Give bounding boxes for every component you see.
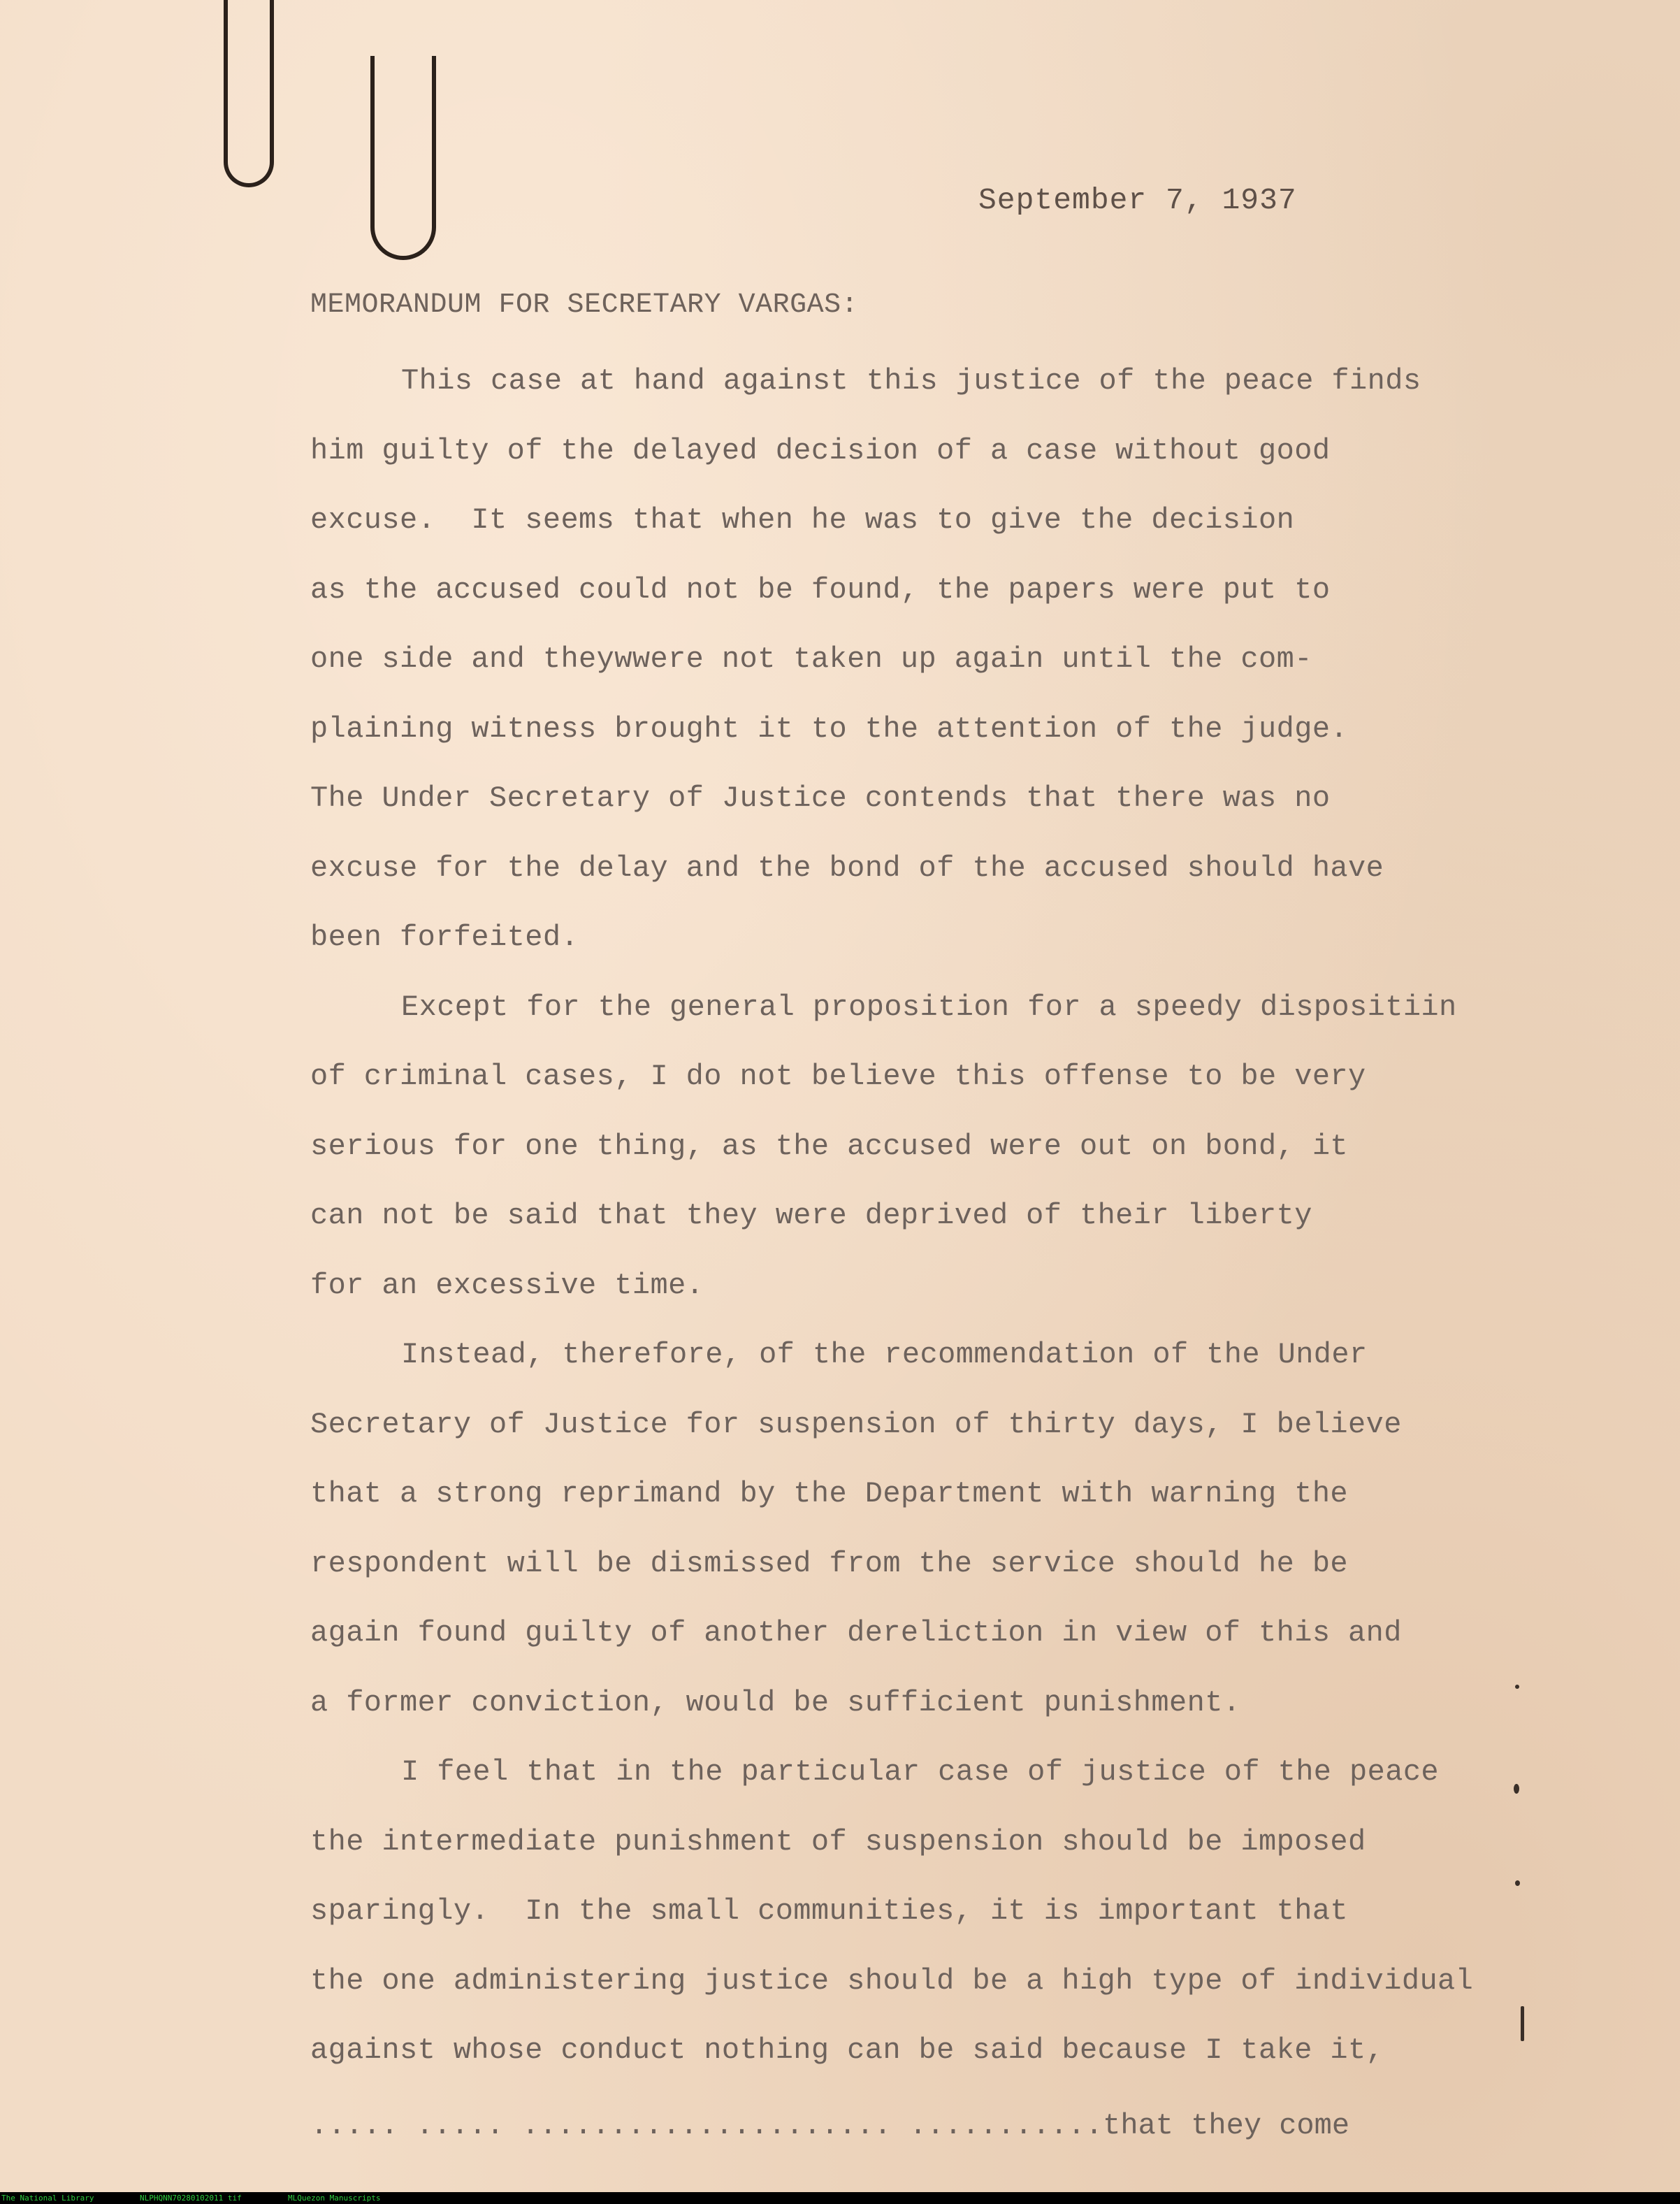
paragraph-2 — [310, 981, 1498, 1330]
text-line: The Under Secretary of Justice contends that there was no — [310, 782, 1331, 815]
text-line: sparingly. In the small communities, it is important that — [310, 1894, 1349, 1928]
text-line: the one administering justice should be a high type of individual — [310, 1964, 1474, 1998]
text-line: of criminal cases, I do not believe this offense to be very — [310, 1060, 1366, 1093]
text-line: excuse for the delay and the bond of the accused should have — [310, 851, 1384, 885]
text-line: excuse. It seems that when he was to give the decision — [310, 503, 1295, 537]
text-line: against whose conduct nothing can be said because I take it, — [310, 2033, 1384, 2067]
text-line: again found guilty of another dereliction in view of this and — [310, 1616, 1402, 1650]
text-line: Except for the general proposition for a speedy dispositiin — [401, 990, 1457, 1024]
text-line: Secretary of Justice for suspension of thirty days, I believe — [310, 1407, 1402, 1441]
footer-collection: MLQuezon Manuscripts — [288, 2194, 381, 2203]
text-line: the intermediate punishment of suspension should be imposed — [310, 1824, 1366, 1859]
text-line: serious for one thing, as the accused were out on bond, it — [310, 1129, 1349, 1163]
paragraph-3 — [310, 1329, 1498, 1746]
archive-footer — [0, 2192, 1680, 2204]
footer-library: The National Library — [1, 2194, 94, 2203]
text-line: been forfeited. — [310, 921, 579, 954]
text-line: This case at hand against this justice of the peace finds — [401, 364, 1421, 398]
ink-speck — [1521, 2006, 1524, 2041]
text-line: plaining witness brought it to the attention of the judge. — [310, 712, 1349, 746]
ink-speck — [1515, 1880, 1520, 1886]
paragraph-4 — [310, 1746, 1498, 2094]
memo-body — [310, 355, 1498, 2094]
text-line: that a strong reprimand by the Department with warning the — [310, 1477, 1349, 1511]
paragraph-1 — [310, 355, 1498, 981]
text-line: a former conviction, would be sufficient punishment. — [310, 1685, 1241, 1720]
ink-speck — [1515, 1685, 1519, 1689]
footer-file: NLPHQNN70280102011 tif — [140, 2194, 242, 2203]
paper-clip-mark-left — [224, 0, 274, 187]
text-line: Instead, therefore, of the recommendation of the Under — [401, 1338, 1368, 1371]
memo-heading: MEMORANDUM FOR SECRETARY VARGAS: — [310, 289, 859, 321]
paper-clip-mark-right — [370, 56, 436, 260]
text-line: can not be said that they were deprived of their liberty — [310, 1199, 1312, 1232]
text-line: one side and theywwere not taken up again until the com- — [310, 642, 1312, 676]
text-line: for an excessive time. — [310, 1268, 704, 1302]
text-line: him guilty of the delayed decision of a case without good — [310, 433, 1331, 468]
text-line: as the accused could not be found, the papers were put to — [310, 572, 1331, 607]
memo-date: September 7, 1937 — [978, 183, 1297, 217]
ink-speck — [1514, 1784, 1519, 1794]
text-line: I feel that in the particular case of justice of the peace — [401, 1755, 1440, 1789]
text-line: respondent will be dismissed from the service should he be — [310, 1546, 1349, 1580]
continuation-line: ..... ..... ..................... ...........that they come — [310, 2109, 1350, 2142]
